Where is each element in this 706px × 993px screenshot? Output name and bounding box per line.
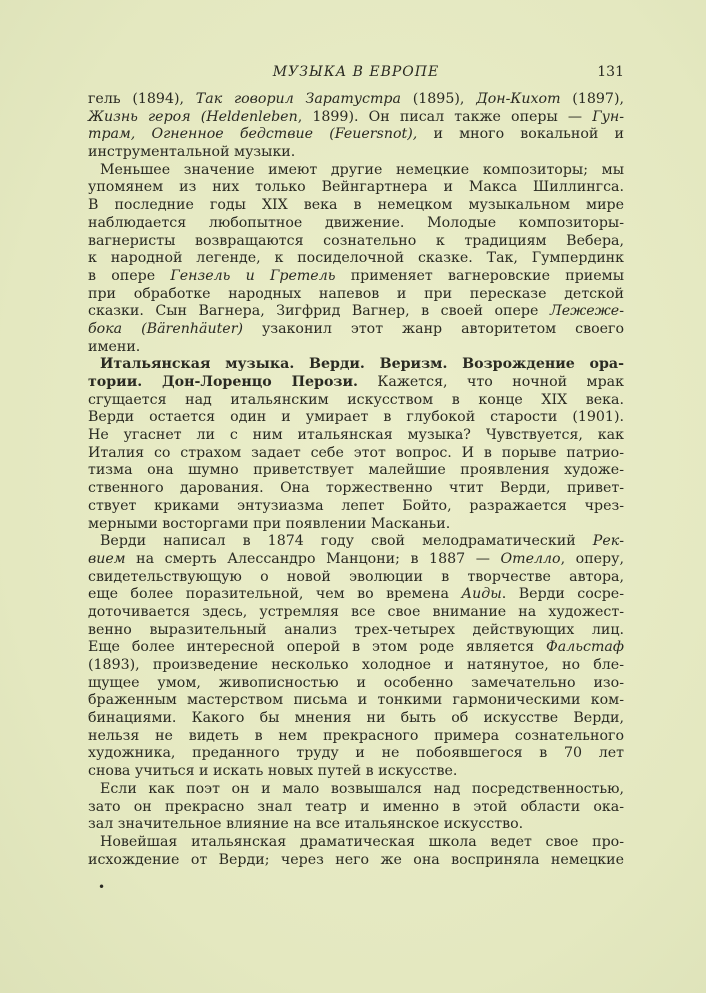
italic-title: бока (Bärenhäuter): [88, 320, 244, 337]
italic-title: Лежеже-: [549, 303, 624, 320]
text-line: [88, 498, 624, 516]
text-segment: браженным мастерством письма и тонкими гармоническими ком-: [88, 692, 624, 709]
text-line: [88, 639, 624, 657]
italic-title: вием: [88, 550, 126, 567]
italic-title: Жизнь героя (Heldenleben: [88, 108, 298, 125]
text-segment: и много вокальной и: [417, 126, 624, 143]
section-heading: Итальянская музыка. Верди. Веризм. Возрождение ора-: [100, 356, 624, 373]
text-line: [88, 179, 624, 197]
text-segment: доточивается здесь, устремляя все свое внимание на художест-: [88, 603, 624, 620]
text-segment: (1895),: [400, 91, 477, 107]
text-segment: еще более поразительной, чем во времена: [88, 586, 462, 603]
italic-title: Гензель и Гретель: [170, 267, 336, 284]
italic-title: Аиды: [461, 586, 502, 603]
text-segment: узаконил этот жанр авторитетом своего: [243, 320, 624, 337]
text-line: [88, 409, 624, 427]
text-segment: Кажется, что ночной мрак: [357, 374, 624, 390]
italic-title: трам, Огненное бедствие (Feuersnot),: [88, 126, 418, 143]
text-line: [88, 622, 624, 640]
text-line: [88, 745, 624, 763]
text-line: [88, 834, 624, 852]
text-line: [88, 286, 624, 304]
text-segment: при обработке народных напевов и при пересказе детской: [88, 285, 624, 302]
text-segment: инструментальной музыки.: [88, 144, 296, 161]
text-segment: ствует криками энтузиазма лепет Бойто, разражается чрез-: [88, 497, 624, 514]
text-segment: в опере: [88, 267, 171, 284]
text-line: [88, 215, 624, 233]
text-line: [88, 233, 624, 251]
text-segment: художника, преданного труду и не побоявшегося в 70 лет: [88, 745, 624, 762]
italic-title: Рек-: [592, 533, 624, 550]
text-segment: нельзя не видеть в нем прекрасного примера сознательного: [88, 727, 624, 744]
text-line: [88, 551, 624, 569]
text-line: [88, 462, 624, 480]
text-line: [88, 303, 624, 321]
text-line: [88, 569, 624, 587]
text-segment: ственного дарования. Она торжественно чтит Верди, привет-: [88, 480, 624, 497]
printer-mark-icon: •: [98, 880, 106, 894]
text-segment: мерными восторгами при появлении Масканьи.: [88, 515, 451, 532]
text-segment: применяет вагнеровские приемы: [335, 267, 624, 284]
text-line: [88, 109, 624, 127]
text-line: [88, 144, 624, 162]
text-segment: (1897),: [560, 91, 624, 107]
text-line: [88, 516, 624, 534]
text-segment: наблюдается любопытное движение. Молодые композиторы-: [88, 214, 624, 231]
text-line: [88, 268, 624, 286]
text-line: [88, 445, 624, 463]
text-segment: снова учиться и искать новых путей в искусстве.: [88, 763, 458, 780]
running-title: МУЗЫКА В ЕВРОПЕ: [272, 64, 440, 80]
text-segment: Италия со страхом задает себе этот вопрос. И в порыве патрио-: [88, 444, 624, 461]
italic-title: Гун-: [592, 108, 624, 125]
text-segment: на смерть Алессандро Манцони; в 1887 —: [125, 550, 501, 567]
text-line: [88, 250, 624, 268]
text-segment: (1893), произведение несколько холодное и натянутое, но бле-: [88, 657, 624, 673]
text-line: [88, 816, 624, 834]
text-segment: тизма она шумно приветствует малейшие проявления художе-: [88, 462, 624, 479]
section-heading: тории. Дон-Лоренцо Перози.: [88, 374, 358, 390]
text-segment: гель (1894),: [88, 91, 196, 107]
body-text: [88, 91, 624, 869]
text-line: [88, 604, 624, 622]
text-segment: Еще более интересной оперой в этом роде является: [88, 639, 547, 656]
text-segment: бинациями. Какого бы мнения ни быть об искусстве Верди,: [88, 710, 624, 727]
text-segment: сказки. Сын Вагнера, Зигфрид Вагнер, в своей опере: [88, 303, 550, 320]
text-line: [88, 586, 624, 604]
text-segment: щущее умом, живописностью и особенно замечательно изо-: [88, 674, 624, 691]
text-line: [88, 710, 624, 728]
text-segment: Не угаснет ли с ним итальянская музыка? Чувствуется, как: [88, 427, 624, 444]
text-segment: исхождение от Верди; через него же она восприняла немецкие: [88, 851, 624, 868]
text-line: [88, 852, 624, 870]
text-line: [88, 356, 624, 374]
text-line: [88, 763, 624, 781]
text-segment: к народной легенде, к посиделочной сказке. Так, Гумпердинк: [88, 250, 624, 267]
text-line: [88, 162, 624, 180]
text-line: [88, 728, 624, 746]
text-line: [88, 126, 624, 144]
text-segment: Верди написал в 1874 году свой мелодраматический: [100, 533, 593, 550]
text-line: [88, 480, 624, 498]
page-number: 131: [597, 64, 624, 80]
text-line: [88, 781, 624, 799]
text-line: [88, 427, 624, 445]
text-segment: упомянем из них только Вейнгартнера и Макса Шиллингса.: [88, 179, 624, 196]
text-line: [88, 392, 624, 410]
text-line: [88, 692, 624, 710]
italic-title: Отелло: [500, 550, 561, 567]
text-segment: венно выразительный анализ трех-четырех действующих лиц.: [88, 621, 624, 638]
text-segment: зато он прекрасно знал театр и именно в этой области ока-: [88, 798, 624, 815]
text-segment: зал значительное влияние на все итальянское искусство.: [88, 816, 524, 833]
italic-title: Так говорил Заратустра: [195, 91, 401, 107]
page-header: [88, 64, 624, 84]
text-line: [88, 321, 624, 339]
text-segment: имени.: [88, 338, 141, 355]
text-line: [88, 339, 624, 357]
italic-title: Фальстаф: [546, 639, 624, 656]
text-segment: Новейшая итальянская драматическая школа ведет свое про-: [100, 833, 624, 850]
text-segment: свидетельствующую о новой эволюции в творчестве автора,: [88, 568, 624, 585]
italic-title: Дон-Кихот: [476, 91, 561, 107]
text-line: [88, 374, 624, 392]
text-segment: Меньшее значение имеют другие немецкие композиторы; мы: [100, 161, 624, 178]
text-segment: Если как поэт он и мало возвышался над посредственностью,: [100, 780, 624, 797]
text-segment: , оперу,: [560, 550, 624, 567]
text-line: [88, 197, 624, 215]
text-segment: сгущается над итальянским искусством в конце XIX века.: [88, 391, 624, 408]
text-segment: , 1899). Он писал также оперы —: [297, 108, 593, 125]
text-line: [88, 675, 624, 693]
text-segment: . Верди сосре-: [501, 586, 624, 603]
text-line: [88, 657, 624, 675]
text-line: [88, 533, 624, 551]
text-segment: Верди остается один и умирает в глубокой старости (1901).: [88, 409, 624, 426]
text-line: [88, 91, 624, 109]
text-segment: В последние годы XIX века в немецком музыкальном мире: [88, 197, 624, 214]
text-segment: вагнеристы возвращаются сознательно к традициям Вебера,: [88, 232, 624, 249]
text-line: [88, 799, 624, 817]
